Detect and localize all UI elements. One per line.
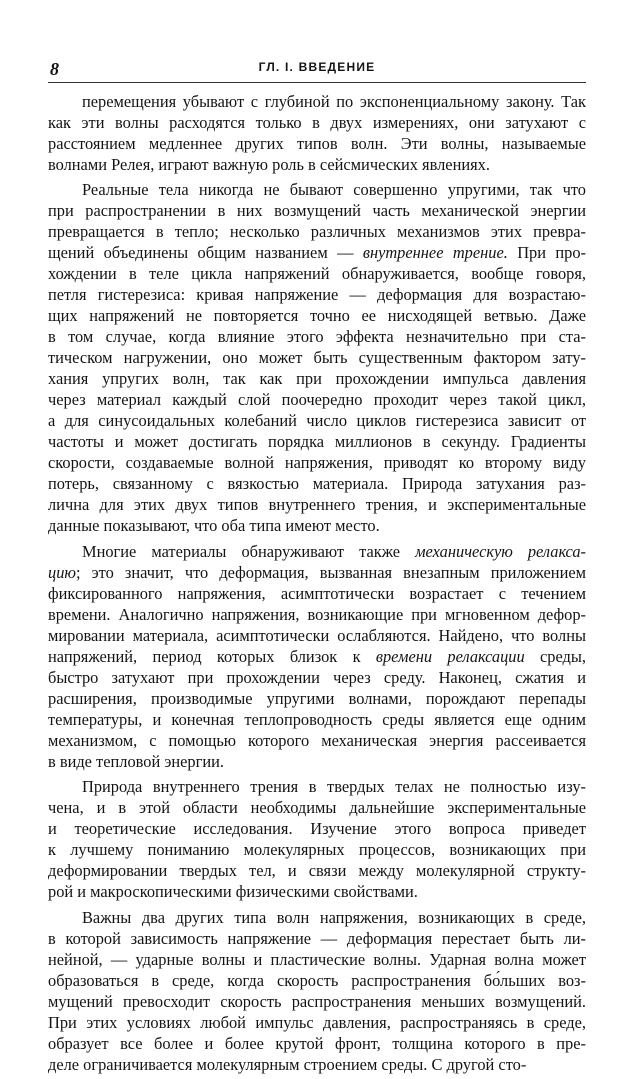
text-line bbox=[48, 326, 586, 347]
text-line bbox=[48, 625, 586, 646]
text-segment: напряжений, период которых близок к bbox=[48, 646, 376, 666]
text-segment: При этих условиях любой импульс давления, распространяясь в среде, bbox=[48, 1012, 586, 1032]
text-line bbox=[48, 881, 586, 902]
text-segment: а для синусоидальных колебаний число циклов гистерезиса зависит от bbox=[48, 411, 586, 431]
italic-term: цию bbox=[48, 562, 76, 582]
text-segment: скорости, создаваемые волной напряжения, приводят ко второму виду bbox=[48, 453, 586, 473]
text-segment: среды, bbox=[524, 646, 586, 666]
text-line bbox=[48, 751, 586, 772]
text-segment: в которой зависимость напряжение — деформация перестает быть ли- bbox=[48, 928, 586, 948]
text-segment: к лучшему пониманию молекулярных процессов, возникающих при bbox=[48, 840, 586, 860]
text-line bbox=[48, 688, 586, 709]
paragraph bbox=[48, 776, 586, 902]
text-line bbox=[48, 709, 586, 730]
text-segment: расширения, производимые упругими волнами, порождают перепады bbox=[48, 688, 586, 708]
text-segment: При про- bbox=[507, 243, 586, 263]
text-line bbox=[48, 667, 586, 688]
text-line bbox=[48, 263, 586, 284]
italic-term: времени релаксации bbox=[375, 646, 525, 666]
text-segment: волнами Релея, играют важную роль в сейсмических явлениях. bbox=[48, 155, 490, 174]
text-line bbox=[48, 776, 586, 797]
text-line bbox=[48, 604, 586, 625]
text-segment: щений объединены общим названием — bbox=[48, 243, 363, 263]
text-line bbox=[48, 907, 586, 928]
text-line bbox=[48, 154, 586, 175]
text-segment: перемещения убывают с глубиной по экспоненциальному закону. Так bbox=[82, 92, 586, 111]
text-line bbox=[48, 818, 586, 839]
text-segment: частоты и может достигать порядка миллионов в секунду. Градиенты bbox=[48, 432, 586, 452]
text-segment: Природа внутреннего трения в твердых телах не полностью изу- bbox=[82, 777, 586, 797]
text-line bbox=[48, 797, 586, 818]
text-segment: в виде тепловой энергии. bbox=[48, 751, 224, 771]
text-line bbox=[48, 91, 586, 112]
text-segment: Реальные тела никогда не бывают совершенно упругими, так что bbox=[82, 180, 586, 200]
text-segment: тическом нагружении, оно может быть существенным фактором зату- bbox=[48, 348, 586, 368]
text-line bbox=[48, 839, 586, 860]
text-line bbox=[48, 928, 586, 949]
text-segment: быстро затухают при прохождении через среду. Наконец, сжатия и bbox=[48, 667, 586, 687]
text-line bbox=[48, 200, 586, 221]
text-segment: хождении в теле цикла напряжений обнаруживается, вообще говоря, bbox=[48, 264, 586, 284]
text-segment: щих напряжений не повторяется точно ее нисходящей ветвью. Даже bbox=[48, 306, 586, 326]
text-line bbox=[48, 305, 586, 326]
text-segment: Важны два других типа волн напряжения, возникающих в среде, bbox=[82, 907, 586, 927]
text-line bbox=[48, 970, 586, 991]
text-segment: температуры, и конечная теплопроводность среды является еще одним bbox=[48, 709, 586, 729]
page-number: 8 bbox=[50, 59, 59, 79]
text-segment: хания упругих волн, так как при прохождении импульса давления bbox=[48, 369, 586, 389]
text-line bbox=[48, 347, 586, 368]
text-segment: механизмом, с помощью которого механическая энергия рассеивается bbox=[48, 730, 586, 750]
text-segment: петля гистерезиса: кривая напряжение — деформация для возрастаю- bbox=[48, 285, 586, 305]
text-segment: чена, и в этой области необходимы дальнейшие экспериментальные bbox=[48, 798, 586, 818]
text-line bbox=[48, 221, 586, 242]
running-header bbox=[48, 56, 586, 83]
text-line bbox=[48, 389, 586, 410]
text-line bbox=[48, 494, 586, 515]
text-line bbox=[48, 452, 586, 473]
text-segment: образует все более и более крутой фронт, толщина которого в пре- bbox=[48, 1033, 586, 1053]
text-segment: мировании материала, асимптотически ослабляются. Найдено, что волны bbox=[48, 625, 586, 645]
text-segment: расстоянием медленнее других типов волн. Эти волны, называемые bbox=[48, 134, 586, 153]
text-line bbox=[48, 1054, 586, 1075]
text-segment: данные показывают, что оба типа имеют место. bbox=[48, 516, 380, 536]
text-line bbox=[48, 473, 586, 494]
text-segment: лична для этих двух типов внутреннего трения, и экспериментальные bbox=[48, 495, 586, 515]
text-segment: рой и макроскопическими физическими свойствами. bbox=[48, 882, 418, 902]
text-segment: через материал каждый слой поочередно проходит через такой цикл, bbox=[48, 390, 586, 410]
text-line bbox=[48, 515, 586, 536]
paragraph bbox=[48, 91, 586, 175]
text-line bbox=[48, 179, 586, 200]
italic-term: механическую релакса- bbox=[415, 541, 586, 561]
text-line bbox=[48, 646, 586, 667]
text-segment: мущений превосходит скорость распространения меньших возмущений. bbox=[48, 991, 586, 1011]
text-line bbox=[48, 431, 586, 452]
text-segment: ; это значит, что деформация, вызванная внезапным приложением bbox=[75, 562, 586, 582]
text-segment: при распространении в них возмущений часть механической энергии bbox=[48, 201, 586, 221]
text-segment: нейной, — ударные волны и пластические волны. Ударная волна может bbox=[48, 949, 586, 969]
text-line bbox=[48, 730, 586, 751]
paragraph bbox=[48, 907, 586, 1075]
text-line bbox=[48, 583, 586, 604]
text-segment: превращается в тепло; несколько различных механизмов этих превра- bbox=[48, 222, 586, 242]
text-line bbox=[48, 541, 586, 562]
chapter-title: ГЛ. I. ВВЕДЕНИЕ bbox=[258, 60, 376, 74]
text-segment: фиксированного напряжения, асимптотически возрастает с течением bbox=[48, 583, 586, 603]
text-segment: потерь, связанному с вязкостью материала. Природа затухания раз- bbox=[48, 474, 586, 494]
page-body-text bbox=[48, 91, 586, 1079]
text-segment: времени. Аналогично напряжения, возникающие при мгновенном дефор- bbox=[48, 604, 586, 624]
text-line bbox=[48, 242, 586, 263]
text-line bbox=[48, 860, 586, 881]
text-line bbox=[48, 368, 586, 389]
text-segment: и теоретические исследования. Изучение этого вопроса приведет bbox=[48, 819, 586, 839]
italic-term: внутреннее трение. bbox=[362, 243, 508, 263]
text-line bbox=[48, 284, 586, 305]
paragraph bbox=[48, 541, 586, 772]
text-line bbox=[48, 949, 586, 970]
text-segment: деле ограничивается молекулярным строением среды. С другой сто- bbox=[48, 1054, 527, 1074]
text-segment: образоваться в среде, когда скорость распространения бо́льших воз- bbox=[48, 970, 586, 990]
text-segment: деформировании твердых тел, и связи между молекулярной структу- bbox=[48, 861, 586, 881]
text-line bbox=[48, 1033, 586, 1054]
text-line bbox=[48, 1012, 586, 1033]
text-segment: в том случае, когда влияние этого эффекта незначительно при ста- bbox=[48, 327, 586, 347]
text-segment: Многие материалы обнаруживают также bbox=[82, 541, 416, 561]
text-line bbox=[48, 562, 586, 583]
text-line bbox=[48, 133, 586, 154]
text-line bbox=[48, 991, 586, 1012]
text-segment: как эти волны расходятся только в двух измерениях, они затухают с bbox=[48, 113, 586, 132]
text-line bbox=[48, 112, 586, 133]
text-line bbox=[48, 410, 586, 431]
paragraph bbox=[48, 179, 586, 536]
